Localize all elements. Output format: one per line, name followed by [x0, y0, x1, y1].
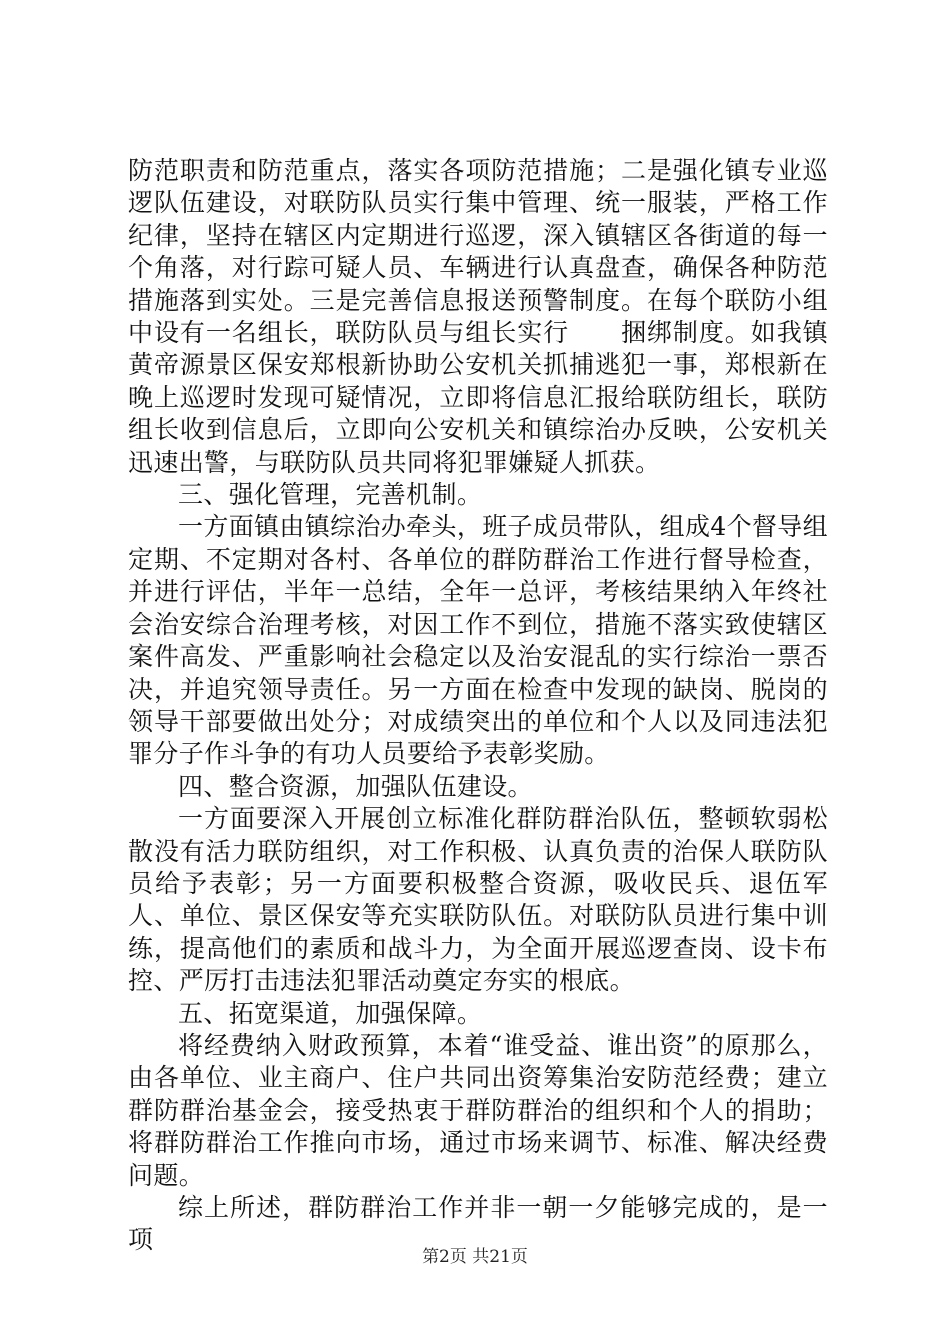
- paragraph-continuation: 防范职责和防范重点，落实各项防范措施；二是强化镇专业巡逻队伍建设，对联防队员实行集中管理、统一服装，严格工作纪律，坚持在辖区内定期进行巡逻，深入镇辖区各街道的每一个角落，对行踪可疑人员、车辆进行认真盘查，确保各种防范措施落到实处。三是完善信息报送预警制度。在每个联防小组中设有一名组长，联防队员与组长实行 捆绑制度。如我镇黄帝源景区保安郑根新协助公安机关抓捕逃犯一事，郑根新在晚上巡逻时发现可疑情况，立即将信息汇报给联防组长，联防组长收到信息后，立即向公安机关和镇综治办反映，公安机关迅速出警，与联防队员共同将犯罪嫌疑人抓获。: [128, 156, 828, 477]
- paragraph: 一方面要深入开展创立标准化群防群治队伍，整顿软弱松散没有活力联防组织，对工作积极、认真负责的治保人联防队员给予表彰；另一方面要积极整合资源，吸收民兵、退伍军人、单位、景区保安等充实联防队伍。对联防队员进行集中训练，提高他们的素质和战斗力，为全面开展巡逻查岗、设卡布控、严厉打击违法犯罪活动奠定夯实的根底。: [128, 804, 828, 996]
- document-body: [128, 155, 828, 1257]
- paragraph: 综上所述，群防群治工作并非一朝一夕能够完成的，是一项: [128, 1193, 828, 1255]
- section-heading-5: 五、拓宽渠道，加强保障。: [178, 998, 483, 1028]
- section-heading-4: 四、整合资源，加强队伍建设。: [178, 771, 533, 801]
- paragraph: 一方面镇由镇综治办牵头，班子成员带队，组成4个督导组定期、不定期对各村、各单位的群防群治工作进行督导检查，并进行评估，半年一总结，全年一总评，考核结果纳入年终社会治安综合治理考核，对因工作不到位，措施不落实致使辖区案件高发、严重影响社会稳定以及治安混乱的实行综治一票否决，并追究领导责任。另一方面在检查中发现的缺岗、脱岗的领导干部要做出处分；对成绩突出的单位和个人以及同违法犯罪分子作斗争的有功人员要给予表彰奖励。: [128, 512, 829, 769]
- paragraph: 将经费纳入财政预算，本着“谁受益、谁出资”的原那么，由各单位、业主商户、住户共同出资筹集治安防范经费；建立群防群治基金会，接受热衷于群防群治的组织和个人的捐助；将群防群治工作推向市场，通过市场来调节、标准、解决经费问题。: [128, 1030, 828, 1190]
- page-number: 第2页 共21页: [422, 1247, 528, 1267]
- section-heading-3: 三、强化管理，完善机制。: [178, 480, 483, 510]
